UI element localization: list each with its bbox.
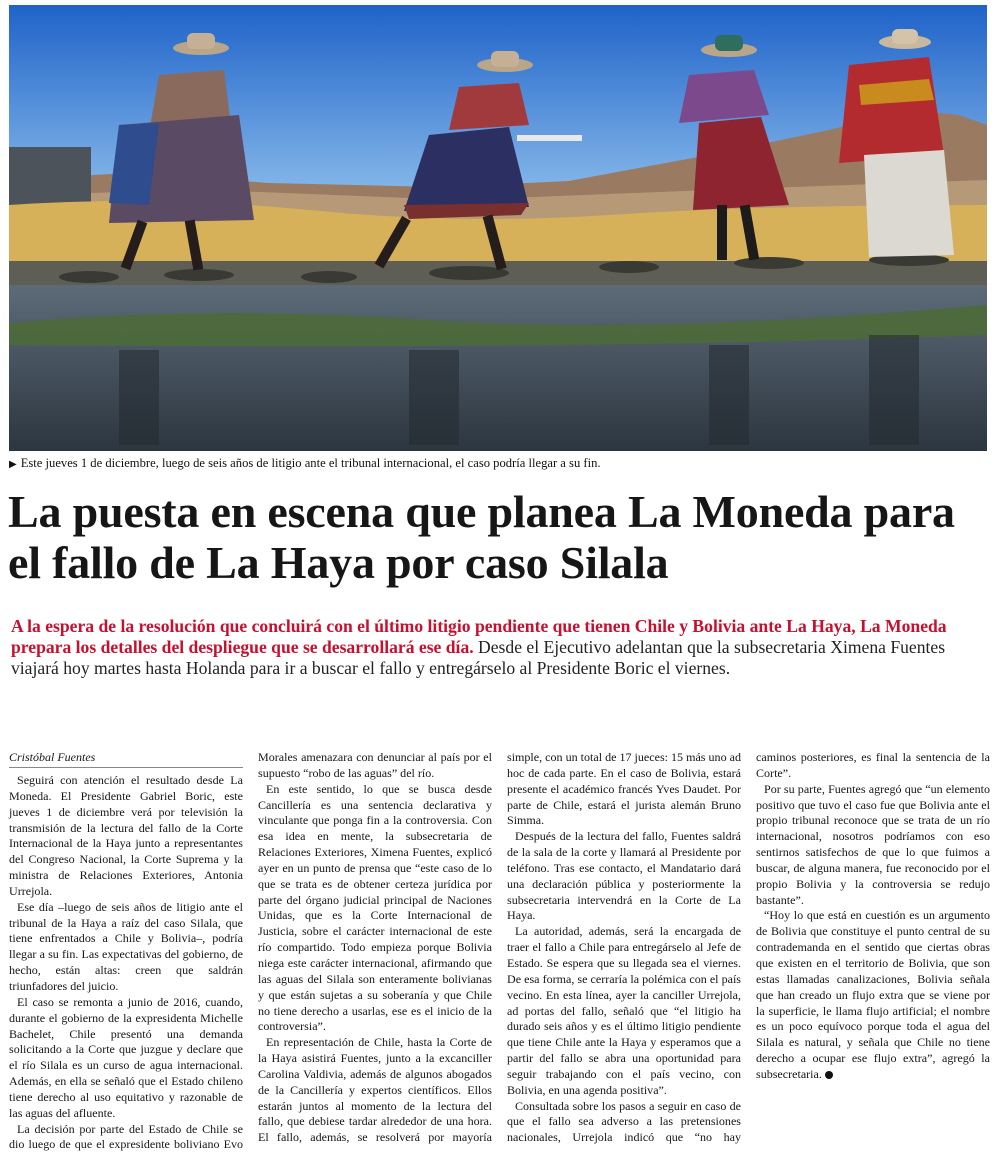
article-paragraph: Consultada sobre los pasos a seguir en caso de que el fallo sea adverso a las pretensiones nacionales, Urrejola indicó que “no hay caminos posteriores, es final la sentencia de la Corte”.	[507, 750, 990, 1145]
article-paragraph: En representación de Chile, hasta la Corte de la Haya asistirá Fuentes, junto a la excanciller Carolina Valdivia, además de algunos abogados de la Cancillería y expertos científicos. Ellos estarán juntos al momento de la lectura del fallo, que debiese tardar alrededor de una hora. El fallo, además, se resolverá por mayoría simple, con un total de 17 jueces: 15 más uno ad hoc de cada parte. En el caso de Bolivia, estará presente el académico francés Yves Daudet. Por parte de Chile, estará el jurista alemán Bruno Simma.	[258, 750, 741, 1145]
article-paragraph: El caso se remonta a junio de 2016, cuando, durante el gobierno de la expresidenta Michelle Bachelet, Chile presentó una demanda solicitando a la Corte que juzgue y declare que el río Silala es un curso de agua internacional. Además, en ella se señaló que el Estado chileno tiene derecho al uso equitativo y razonable de las aguas del afluente.	[9, 994, 243, 1120]
article-paragraph: Seguirá con atención el resultado desde La Moneda. El Presidente Gabriel Boric, este jueves 1 de diciembre verá por televisión la transmisión de la lectura del fallo de la Corte Internacional de la Haya junto a representantes del Congreso Nacional, la Corte Suprema y la ministra de Relaciones Exteriores, Antonia Urrejola.	[9, 773, 243, 898]
end-mark-icon	[825, 1071, 833, 1079]
caption-triangle-icon: ▶	[9, 459, 17, 470]
article-last-text: “Hoy lo que está en cuestión es un argumento de Bolivia que constituye el punto central de su contrademanda en el sentido que ciertas obras que existen en el territorio de Bolivia, que son estas llamadas canalizaciones, Bolivia señala que han creado un flujo extra que se viene por la superficie, le llama flujo artificial; el nombre es un poco equívoco porque toda el agua del Silala es natural, y señala que Chile no tiene derecho a ocupar ese flujo extra”, agregó la subsecretaria.	[756, 908, 990, 1081]
byline: Cristóbal Fuentes	[9, 750, 243, 768]
article-paragraph: Ese día –luego de seis años de litigio ante el tribunal de la Haya a raíz del caso Silala, que tiene enfrentados a Chile y Bolivia–, podría llegar a su fin. Las expectativas del gobierno, de hecho, están altas: creen que saldrán triunfadores del juicio.	[9, 899, 243, 993]
caption-text: Este jueves 1 de diciembre, luego de seis años de litigio ante el tribunal internacional, el caso podría llegar a su fin.	[20, 456, 601, 470]
lead-rest: Desde el Ejecutivo adelantan que la subsecretaria Ximena Fuentes viajará hoy martes hasta Holanda para ir a buscar el fallo y entregárselo al Presidente Boric el viernes.	[11, 637, 946, 678]
article-paragraph: Por su parte, Fuentes agregó que “un elemento positivo que tuvo el caso fue que Bolivia ante el propio tribunal reconoce que se trata de un río internacional, nosotros podríamos con eso sentirnos satisfechos de que lo que fuimos a buscar, de alguna manera, fue reconocido por el propio Bolivia y la controversia se redujo bastante”.	[756, 781, 990, 907]
lead-paragraph	[11, 616, 991, 679]
article-body	[9, 750, 990, 1158]
article-photo	[9, 5, 987, 451]
article-paragraph-last	[756, 908, 990, 1082]
lead-highlight: A la espera de la resolución que concluirá con el último litigio pendiente que tienen Chile y Bolivia ante La Haya, La Moneda prepara los detalles del despliegue que se desarrollará ese día.	[11, 616, 947, 657]
article-paragraph: La autoridad, además, será la encargada de traer el fallo a Chile para entregárselo al Jefe de Estado. Se espera que su llegada sea el viernes. De esa forma, se cerraría la polémica con el país vecino. En esta línea, ayer la canciller Urrejola, ad portas del fallo, señaló que “el litigio ha durado seis años y es el último litigio pendiente que tiene Chile ante la Haya y esperamos que a partir del fallo se abra una oportunidad para seguir trabajando con el país vecino, con Bolivia, en una agenda positiva”.	[507, 924, 741, 1097]
photo-image	[9, 5, 987, 451]
article-paragraph: En este sentido, lo que se busca desde Cancillería es una sentencia declarativa y vinculante que ponga fin a la controversia. Con esa idea en mente, la subsecretaria de Relaciones Exteriores, Ximena Fuentes, explicó ayer en un punto de prensa que “este caso de lo que se trata es de obtener certeza jurídica por parte del órgano judicial principal de Naciones Unidas, que es la Corte Internacional de Justicia, sobre el carácter internacional de este río compartido. Todo empieza porque Bolivia niega este carácter internacional, afirmando que las aguas del Silala son enteramente bolivianas y que están sujetas a su soberanía y que Chile no tiene derecho a usarlas, ese es el inicio de la controversia”.	[258, 781, 492, 1034]
article-paragraph: La decisión por parte del Estado de Chile se dio luego de que el expresidente boliviano Evo Morales amenazara con denunciar al país por el supuesto “robo de las aguas” del río.	[9, 750, 492, 1152]
headline: La puesta en escena que planea La Moneda para el fallo de La Haya por caso Silala	[8, 486, 955, 588]
article-paragraph: Después de la lectura del fallo, Fuentes saldrá de la sala de la corte y llamará al Presidente por teléfono. Tras ese contacto, el Mandatario dará una declaración pública y posteriormente la subsecretaria intervendrá en la Corte de La Haya.	[507, 829, 741, 923]
photo-caption	[9, 455, 989, 473]
